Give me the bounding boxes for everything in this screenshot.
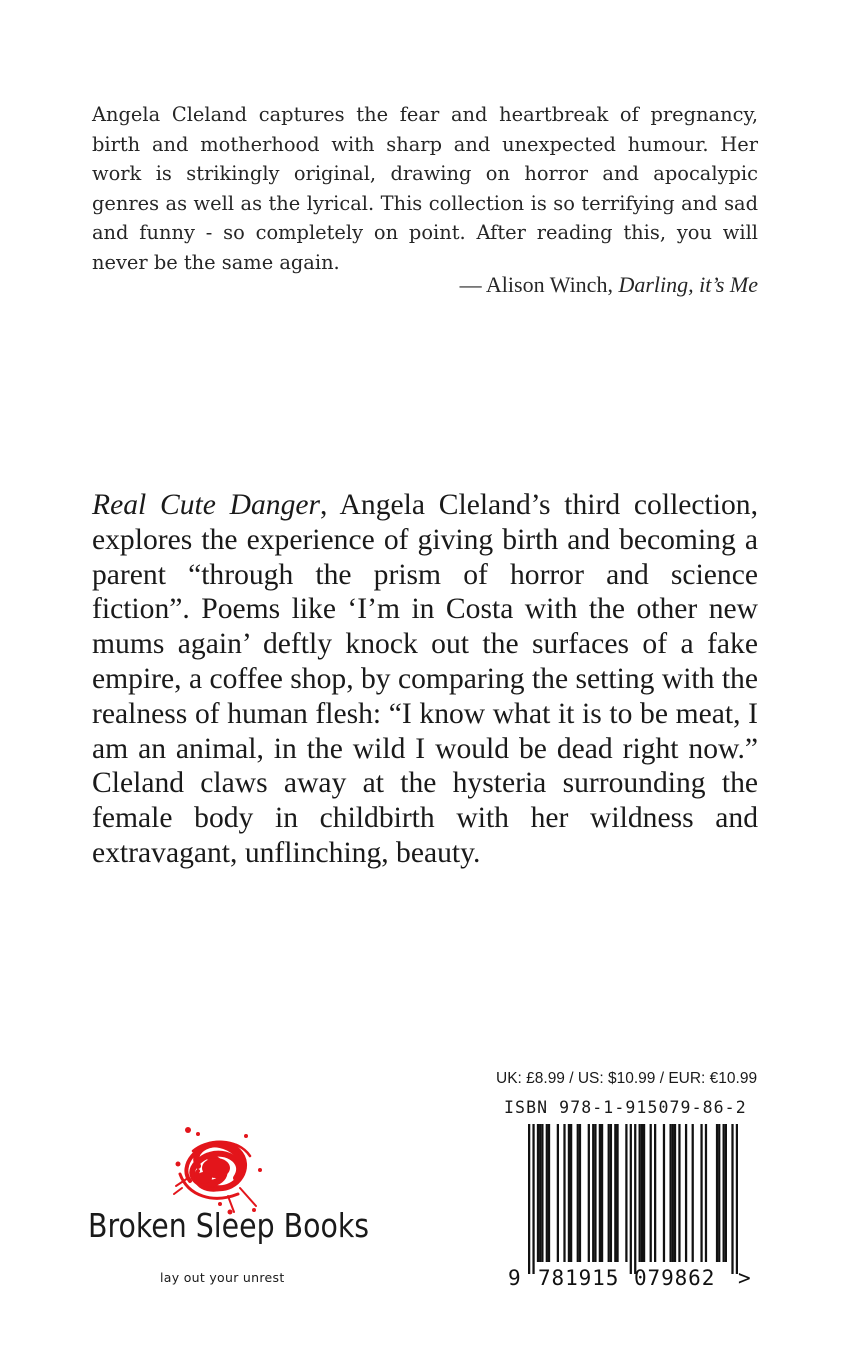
barcode-right-group: 079862	[634, 1266, 716, 1290]
publisher-logo-icon	[168, 1126, 264, 1216]
barcode-bar	[610, 1124, 612, 1262]
barcode-bar	[705, 1124, 707, 1262]
book-title: Real Cute Danger	[92, 489, 321, 521]
barcode-bar	[541, 1124, 543, 1262]
barcode-bar	[654, 1124, 656, 1262]
barcode-bar	[588, 1124, 590, 1262]
book-description	[92, 488, 758, 871]
endorsement-text: Angela Cleland captures the fear and heartbreak of pregnancy, birth and motherhood with sharp and unexpected humour. Her work is strikingly original, drawing on horror and apocalypic genres as well as the lyrical. This collection is so terrifying and sad and funny - so completely on point. After reading this, you will never be the same again.	[92, 103, 758, 274]
barcode-bar	[608, 1124, 610, 1262]
barcode-icon	[528, 1124, 738, 1274]
barcode-bar	[539, 1124, 541, 1262]
barcode-bar	[700, 1124, 702, 1262]
barcode-bar	[630, 1124, 632, 1274]
barcode-bar	[685, 1124, 687, 1262]
barcode-bar	[577, 1124, 579, 1262]
barcode-bar	[579, 1124, 581, 1262]
barcode-left-group: 781915	[538, 1266, 620, 1290]
barcode-bar	[557, 1124, 559, 1262]
barcode-bar	[650, 1124, 652, 1262]
barcode-bar	[614, 1124, 616, 1262]
barcode-bar	[563, 1124, 565, 1262]
attribution-author: — Alison Winch,	[459, 272, 619, 297]
barcode-bar	[669, 1124, 671, 1262]
barcode-bar	[634, 1124, 636, 1274]
barcode-bar	[601, 1124, 603, 1262]
barcode-bar	[731, 1124, 733, 1274]
barcode-bar	[548, 1124, 550, 1262]
barcode-bar	[672, 1124, 674, 1262]
barcode-bar	[716, 1124, 718, 1262]
barcode-first-digit: 9	[508, 1266, 521, 1290]
barcode-bar	[641, 1124, 643, 1262]
barcode-bar	[616, 1124, 618, 1262]
barcode-bar	[674, 1124, 676, 1262]
barcode-bar	[692, 1124, 694, 1262]
barcode-bar	[570, 1124, 572, 1262]
publisher-tagline: lay out your unrest	[160, 1270, 285, 1285]
barcode-bar	[678, 1124, 680, 1262]
barcode-bar	[736, 1124, 738, 1274]
isbn-line: ISBN 978-1-915079-86-2	[504, 1098, 747, 1117]
price-line: UK: £8.99 / US: $10.99 / EUR: €10.99	[496, 1070, 758, 1087]
barcode-bar	[639, 1124, 641, 1262]
attribution-book-title: Darling, it’s Me	[618, 272, 758, 297]
barcode-bar	[599, 1124, 601, 1262]
barcode-bar	[568, 1124, 570, 1262]
publisher-name: Broken Sleep Books	[88, 1206, 370, 1245]
barcode-bar	[718, 1124, 720, 1262]
barcode-bar	[537, 1124, 539, 1262]
endorsement-attribution	[460, 272, 758, 298]
barcode-bar	[643, 1124, 645, 1262]
barcode-bar	[546, 1124, 548, 1262]
barcode-bar	[532, 1124, 534, 1274]
barcode-bar	[625, 1124, 627, 1262]
barcode-bar	[594, 1124, 596, 1262]
description-text: , Angela Cleland’s third collection, explores the experience of giving birth and becoming a parent “through the prism of horror and science fiction”. Poems like ‘I’m in Costa with the other new mums again’ deftly knock out the surfaces of a fake empire, a coffee shop, by comparing the setting with the realness of human flesh: “I know what it is to be meat, I am an animal, in the wild I would be dead right now.” Cleland claws away at the hysteria surrounding the female body in childbirth with her wildness and extravagant, unflinching, beauty.	[92, 489, 758, 869]
barcode-bar	[723, 1124, 725, 1262]
barcode-bar	[528, 1124, 530, 1274]
barcode-bar	[663, 1124, 665, 1262]
barcode-bar	[592, 1124, 594, 1262]
barcode-arrow: >	[738, 1266, 751, 1290]
barcode-bar	[725, 1124, 727, 1262]
